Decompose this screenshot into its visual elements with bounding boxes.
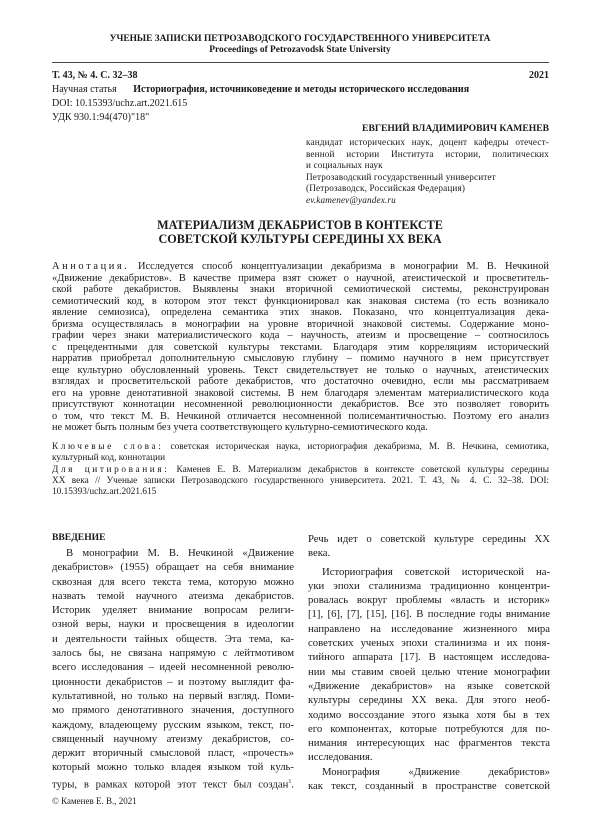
paragraph xyxy=(52,273,549,434)
text-line: священный научному атеизму декабристов, со- xyxy=(52,732,294,745)
text-line: присутствуют коннотации несомненной революционности декабристов. Все это позволяет говорить xyxy=(52,399,549,410)
text-line: туры, в рамках которой этот текст был создан$^1$. xyxy=(52,778,294,791)
text-line: ровалась вокруг проблемы «власть и историк» xyxy=(308,594,550,607)
text-line: залось бы, не связана напрямую с лейтмотивом xyxy=(52,647,294,660)
doi: DOI: 10.15393/uchz.art.2021.615 xyxy=(52,98,188,109)
author-email[interactable]: ev.kamenev@yandex.ru xyxy=(306,194,396,205)
text-line: держит вторичный смысловой пласт, «прочесть» xyxy=(52,747,294,760)
abstract xyxy=(52,261,549,434)
journal-title-en: Proceedings of Petrozavodsk State University xyxy=(209,45,391,55)
text-line: бризма осуществлялась в монографии на уровне вторичной знаковой системы. Содержание моно- xyxy=(52,318,549,330)
affiliation-line: Петрозаводский государственный университет xyxy=(306,171,496,182)
final-period: . xyxy=(291,778,294,791)
copyright: © Каменев Е. В., 2021 xyxy=(52,796,137,806)
text-line: советских ученых эпохи сталинизма и их поня- xyxy=(308,637,550,650)
text-line: [1], [6], [7], [15], [16]. В последние годы внимание xyxy=(308,608,550,621)
text-line: его компонентах, которые потребуются для по- xyxy=(308,722,550,735)
affiliation-line: кандидат исторических наук, доцент кафедры отечест- xyxy=(306,137,549,147)
paragraph xyxy=(308,765,550,794)
text-line: Монография «Движение декабристов» xyxy=(322,765,550,778)
text-line: ционности декабристов – и поэтому выглядит фа- xyxy=(52,675,294,688)
text-line: графии через знаки материалистического кода – научность, атеизм и просвещение – соотносилось xyxy=(52,330,549,341)
keywords-label: Ключевые слова: xyxy=(52,442,164,452)
year: 2021 xyxy=(529,70,549,81)
text-line: явление семиозиса), определена семантика этих знаков. Показано, что концептуализация дека- xyxy=(52,307,549,318)
journal-title-ru: УЧЕНЫЕ ЗАПИСКИ ПЕТРОЗАВОДСКОГО ГОСУДАРСТВЕННОГО УНИВЕРСИТЕТА xyxy=(109,34,491,44)
text-line: ходимо воссоздание этого языка хотя бы в тех xyxy=(308,708,550,721)
paragraph xyxy=(308,565,550,765)
section-name: Историография, источниковедение и методы исторического исследования xyxy=(133,84,470,95)
text-line: культурный код, коннотации xyxy=(52,452,166,463)
author-name: ЕВГЕНИЙ ВЛАДИМИРОВИЧ КАМЕНЕВ xyxy=(362,123,549,134)
text-line: нарратив приобретал дополнительную смысловую глубину – помимо научного в нем присутствует xyxy=(52,353,549,364)
text-line: мо прямого денотативного значения, доступного xyxy=(52,704,294,717)
affiliation-line: и социальных наук xyxy=(306,160,383,170)
text-line: Историография советской исторической на- xyxy=(322,565,550,578)
citation-first-line xyxy=(52,465,549,476)
text-line: нии мы ставим своей целью чтение монографии xyxy=(308,665,550,678)
author-affiliation xyxy=(306,137,549,206)
abstract-first-line xyxy=(52,261,549,273)
text-line: нимания интересующих нас фрагментов текста xyxy=(308,737,550,750)
text-line: Историк уделяет внимание вопросам религи- xyxy=(52,604,294,617)
title-line: МАТЕРИАЛИЗМ ДЕКАБРИСТОВ В КОНТЕКСТЕ xyxy=(157,218,443,232)
article-title xyxy=(0,218,600,246)
paragraph xyxy=(52,546,294,792)
abstract-text: Исследуется способ концептуализации декабризма в монографии М. В. Нечкиной xyxy=(138,261,549,272)
volume-info: Т. 43, № 4. С. 32–38 xyxy=(52,70,138,81)
paragraph xyxy=(52,453,549,464)
keywords-first-line xyxy=(52,442,549,453)
text-line: сквозная для всего текста тема, которую можно xyxy=(52,575,294,588)
text-line: всего исследования – идеей несомненной револю- xyxy=(52,661,294,674)
text-line: века. xyxy=(308,547,331,560)
right-column xyxy=(308,532,550,793)
text-line: семиотический код, в котором этот текст функционировал как знаковая система (то есть возникало xyxy=(52,295,549,307)
text-line: его на уровне денотативной знаковой системы. В нем благодаря элементам материалистического кода xyxy=(52,387,549,399)
text-line: направлено на исследование жизненного мира xyxy=(308,622,550,635)
text-line: каждому, владеющему русским языком, текст, по- xyxy=(52,718,294,731)
affiliation-line: венной истории Института истории, политических xyxy=(306,148,549,159)
text-line: культуры середины XX века. Для этого необ- xyxy=(308,694,550,707)
text-line: уки эпохи сталинизма традиционно концентри- xyxy=(308,579,550,592)
text-line: культативной, но только на первый взгляд. Поми- xyxy=(52,689,294,702)
text-line: и деятельности тайных обществ. Эта тема, ка- xyxy=(52,632,294,645)
article-type: Научная статья xyxy=(52,84,117,95)
text-line: с прецедентными для советской культуры текстами. Благодаря этим корреляциям исторический xyxy=(52,341,549,353)
text-line: о том, что текст М. В. Нечкиной отличается несомненной полисемантичностью. Поэтому его анализ xyxy=(52,410,549,422)
left-column xyxy=(52,546,294,792)
keywords xyxy=(52,442,549,464)
title-line: СОВЕТСКОЙ КУЛЬТУРЫ СЕРЕДИНЫ XX ВЕКА xyxy=(158,232,442,246)
footnote-marker[interactable]: 1 xyxy=(288,778,292,785)
header-divider xyxy=(52,62,549,63)
text-line: В монографии М. В. Нечкиной «Движение xyxy=(66,547,294,559)
paragraph xyxy=(52,476,549,498)
keywords-text: советская историческая наука, историография декабризма, М. В. Нечкина, семиотика, xyxy=(170,442,549,452)
citation-text: Каменев Е. В. Материализм декабристов в контексте советской культуры середины xyxy=(176,465,549,475)
text-line: который можно только владея языком той куль- xyxy=(52,761,294,774)
text-line: тийного аппарата [17]. В настоящем исследова- xyxy=(308,651,550,664)
text-line: «Движение декабристов» на языке советской xyxy=(308,679,550,692)
text-line: ской работе декабристов. Выявлены знаки вторичной семиотической системы, реконструирован xyxy=(52,284,549,295)
text-line: еще культурно обусловленный уровень. Текст свидетельствует не только о научных, атеистических xyxy=(52,364,549,376)
article-type-row xyxy=(52,84,469,95)
text-line: «Движение декабристов». В качестве примера взят сюжет о научной, атеистической и просветитель- xyxy=(52,272,549,284)
citation xyxy=(52,465,549,497)
text-line: Речь идет о советской культуре середины XX xyxy=(308,533,550,545)
text-line: назвать темой научного атеизма декабристов. xyxy=(52,589,294,602)
text-line: исследования. xyxy=(308,751,373,764)
paragraph xyxy=(308,532,550,561)
text-line: 10.15393/uchz.art.2021.615 xyxy=(52,486,157,497)
abstract-label: Аннотация. xyxy=(52,261,130,272)
citation-label: Для цитирования: xyxy=(52,465,170,475)
udc: УДК 930.1:94(470)"18" xyxy=(52,112,150,123)
affiliation-line: (Петрозаводск, Российская Федерация) xyxy=(306,183,466,193)
section-heading-intro: ВВЕДЕНИЕ xyxy=(52,532,106,543)
text-line: озной веры, науки и просвещения в идеологии xyxy=(52,618,294,631)
text-line: как текст, созданный в пространстве советской xyxy=(308,780,550,793)
text-line: не может быть полным без учета соответствующего культурно-семиотического кода. xyxy=(52,422,428,433)
text-line: XX века // Ученые записки Петрозаводского государственного университета. 2021. Т. 43, № 4. С. 32–38. DOI: xyxy=(52,475,549,486)
text-line: взглядах и просветительской работе декабристов, что достаточно очевидно, если мы рассматриваем xyxy=(52,376,549,387)
text-line: декабристов» (1955) обращает на себя внимание xyxy=(52,561,294,574)
